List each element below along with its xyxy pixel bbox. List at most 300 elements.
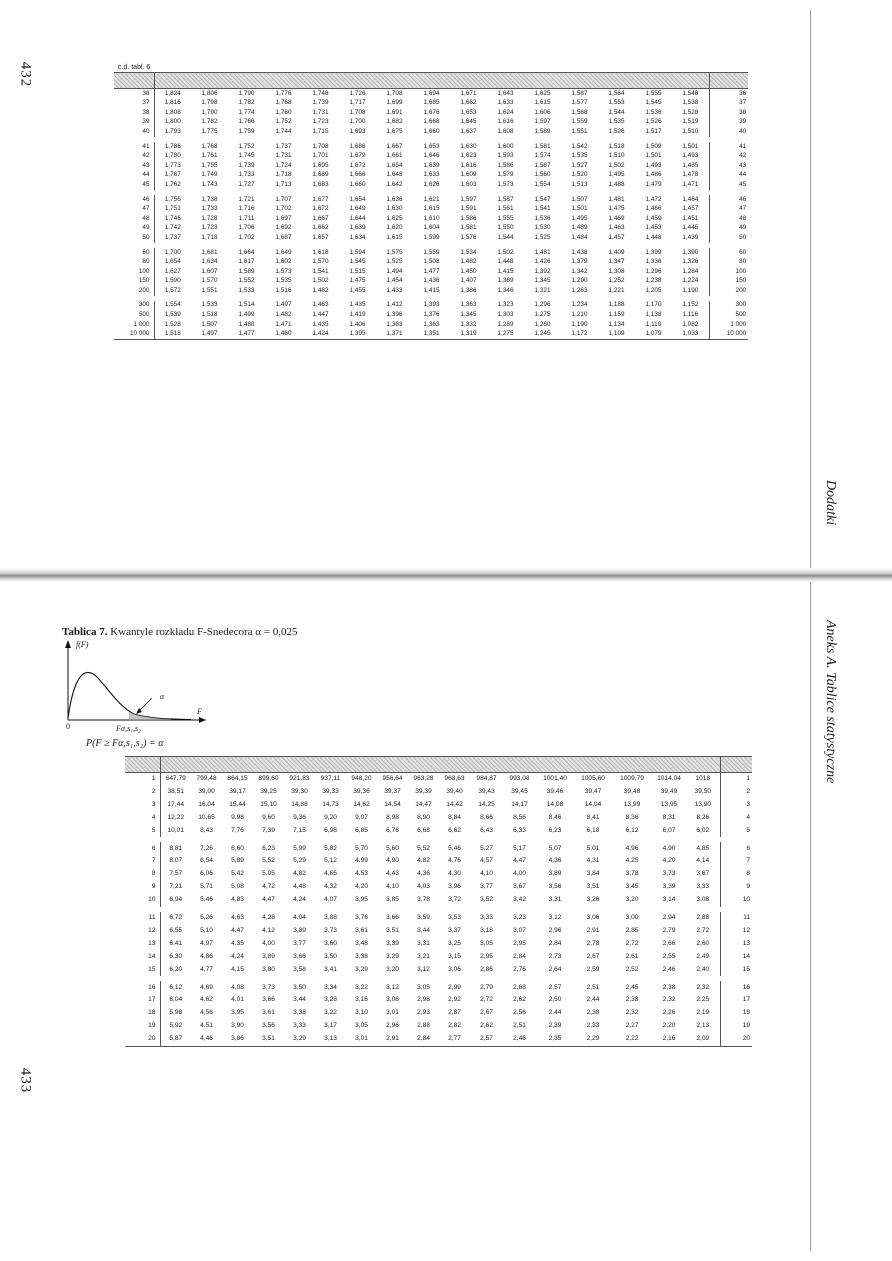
table7-cell: 2,84 <box>513 952 526 960</box>
table7-cell: 39,45 <box>511 788 528 796</box>
table7-cell: 2,78 <box>586 939 600 947</box>
table6-cell: 1,172 <box>561 330 598 340</box>
table7-cell: 4,32 <box>324 883 337 891</box>
table6-cell: 1,545 <box>349 258 366 266</box>
table7-cell: 39,17 <box>229 788 246 796</box>
table7-row-label-right: 20 <box>720 1033 752 1046</box>
table7-cell: 3,61 <box>355 926 368 934</box>
table7-cell: 3,51 <box>253 1033 284 1046</box>
table6-cell: 1,469 <box>608 214 625 222</box>
table7-cell: 7,39 <box>262 826 275 834</box>
table7-cell: 8,84 <box>448 813 461 821</box>
table7-cell: 984,87 <box>476 775 497 783</box>
table6-cell: 1,677 <box>312 195 329 203</box>
table7-cell: 2,87 <box>448 1009 461 1017</box>
table7-cell: 3,86 <box>222 1033 253 1046</box>
table7-cell: 39,43 <box>478 788 495 796</box>
table7-row-label-right: 14 <box>720 951 752 964</box>
table6-cell: 1,575 <box>386 248 403 256</box>
table6-cell: 1,668 <box>423 118 440 126</box>
table7-cell: 3,15 <box>448 952 461 960</box>
table6-cell: 1,798 <box>201 99 218 107</box>
table6-cell: 1,808 <box>164 108 181 116</box>
table6-cell: 1,615 <box>423 205 440 213</box>
table6-cell: 1,321 <box>534 286 551 294</box>
table6-row-label-right: 46 <box>709 195 748 205</box>
table6-cell: 1,718 <box>201 233 218 241</box>
table6-cell: 1,516 <box>275 286 292 294</box>
table6-cell: 1,634 <box>201 258 218 266</box>
table6-cell: 1,502 <box>312 277 329 285</box>
table7-cell: 2,32 <box>696 983 710 991</box>
table6-cell: 1,488 <box>238 320 255 328</box>
table6-cell: 1,654 <box>349 195 366 203</box>
table7-cell: 2,50 <box>548 996 562 1004</box>
table7-cell: 2,82 <box>448 1022 461 1030</box>
figure-alpha-label: α <box>160 692 165 701</box>
table6-cell: 1,654 <box>386 161 403 169</box>
table7-cell: 3,59 <box>417 914 430 922</box>
table7-cell: 5,52 <box>262 857 275 865</box>
table6-cell: 1,547 <box>534 195 551 203</box>
table6-row-label: 37 <box>114 99 154 109</box>
table7-cell: 4,24 <box>231 952 244 960</box>
table7-cell: 14,88 <box>291 800 308 808</box>
table6-cell: 1,459 <box>645 214 662 222</box>
table6-cell: 1,692 <box>275 224 292 232</box>
table6-cell: 1,290 <box>571 277 588 285</box>
table7-cell: 39,46 <box>546 788 564 796</box>
table7-cell: 3,37 <box>448 926 461 934</box>
table7-cell: 4,57 <box>480 857 493 865</box>
table7-cell: 39,30 <box>291 788 308 796</box>
table6-cell: 1,694 <box>423 89 440 97</box>
table7-cell: 4,82 <box>417 857 430 865</box>
table6-cell: 1,702 <box>275 205 292 213</box>
table6-row <box>114 330 748 340</box>
table6-row-label: 60 <box>114 248 154 258</box>
table6-cell: 1,574 <box>534 152 551 160</box>
table7-cell: 3,44 <box>293 996 306 1004</box>
table7-cell: 39,25 <box>260 788 277 796</box>
table6-cell: 1,399 <box>645 248 662 256</box>
table6-cell: 1,762 <box>164 180 181 188</box>
table6-cell: 1,345 <box>534 277 551 285</box>
table7-row <box>125 855 752 868</box>
table7-cell: 864,15 <box>227 775 248 783</box>
table7-cell: 4,01 <box>231 996 244 1004</box>
table7-cell: 799,48 <box>196 775 217 783</box>
table7-cell: 1014,04 <box>657 775 681 783</box>
table6-cell: 1,616 <box>460 161 477 169</box>
table6-cell: 1,336 <box>645 258 662 266</box>
table7-cell: 921,83 <box>289 775 310 783</box>
table6-cell: 1,559 <box>571 118 588 126</box>
table6-row-label: 39 <box>114 118 154 128</box>
table7-cell: 7,57 <box>169 870 183 878</box>
figure-y-label: f(F) <box>76 640 89 649</box>
table6-cell: 1,542 <box>571 142 588 150</box>
table6-cell: 1,514 <box>238 301 255 309</box>
table6-cell: 1,152 <box>682 301 699 309</box>
table6-row-label-right: 48 <box>709 214 748 224</box>
table7-cell: 993,08 <box>509 775 530 783</box>
table6-cell: 1,525 <box>534 233 551 241</box>
table7-cell: 4,20 <box>662 857 676 865</box>
table6-cell: 1,510 <box>682 127 699 135</box>
table7-cell: 2,60 <box>696 939 710 947</box>
table7-cell: 5,10 <box>200 926 213 934</box>
table7-cell: 2,32 <box>662 996 676 1004</box>
table7-row <box>125 1007 752 1020</box>
table6-cell: 1,738 <box>201 195 218 203</box>
figure-x-label: F <box>197 707 202 716</box>
table6-cell: 1,597 <box>460 195 477 203</box>
table6-cell: 1,464 <box>682 195 699 203</box>
table7-cell: 3,89 <box>293 926 306 934</box>
table7-cell: 8,31 <box>662 813 676 821</box>
table6-cell: 1,748 <box>312 89 329 97</box>
table7-cell: 3,78 <box>417 896 430 904</box>
table7-cell: 6,02 <box>696 826 710 834</box>
table7-cell: 3,80 <box>262 965 275 973</box>
table7-cell: 6,76 <box>386 826 399 834</box>
table7-cell: 3,89 <box>262 952 275 960</box>
table6-cell: 1,457 <box>608 233 625 241</box>
table6-cell: 1,637 <box>460 127 477 135</box>
table6-cell: 1,711 <box>238 214 255 222</box>
table7-cell: 2,91 <box>586 926 600 934</box>
table7-cell: 3,23 <box>513 914 526 922</box>
table6-row-label-right: 37 <box>709 99 748 109</box>
table6-cell: 1,502 <box>497 248 514 256</box>
table7-cell: 2,57 <box>470 1033 503 1046</box>
table6-cell: 1,646 <box>423 152 440 160</box>
table6-cell: 1,509 <box>645 142 662 150</box>
figure-origin-label: 0 <box>66 722 70 731</box>
table7-cell: 2,72 <box>480 996 493 1004</box>
table6-cell: 1,587 <box>571 89 588 97</box>
table7-cell: 39,50 <box>694 788 712 796</box>
table7-cell: 39,40 <box>446 788 463 796</box>
table7-cell: 2,39 <box>548 1022 562 1030</box>
table6-row-label-right: 100 <box>709 267 748 277</box>
table6-cell: 1,645 <box>460 118 477 126</box>
table7-row <box>125 1033 752 1046</box>
table6-cell: 1,782 <box>238 99 255 107</box>
table7-cell: 8,90 <box>417 813 430 821</box>
table6-cell: 1,438 <box>571 248 588 256</box>
table6-cell: 1,541 <box>312 267 329 275</box>
table6-row <box>114 108 748 118</box>
table7-cell: 2,46 <box>503 1033 536 1046</box>
table6-cell: 1,733 <box>238 171 255 179</box>
table7-cell: 3,84 <box>586 870 600 878</box>
table7-cell: 4,90 <box>386 857 399 865</box>
table6-cell: 1,599 <box>423 233 440 241</box>
table6-cell: 1,386 <box>460 286 477 294</box>
table7-cell: 956,64 <box>382 775 403 783</box>
table7-cell: 4,20 <box>355 883 368 891</box>
table7-row-label: 5 <box>125 825 160 838</box>
table7-cell: 8,66 <box>480 813 493 821</box>
table7-cell: 2,57 <box>548 983 562 991</box>
table7-cell: 3,50 <box>293 983 306 991</box>
table6-cell: 1,621 <box>423 195 440 203</box>
table7-cell: 4,51 <box>200 1022 213 1030</box>
table6-cell: 1,618 <box>312 248 329 256</box>
table6-cell: 1,407 <box>460 277 477 285</box>
table6-row <box>114 286 748 296</box>
table6-cell: 1,406 <box>349 320 366 328</box>
table6-cell: 1,472 <box>645 195 662 203</box>
table7-row-label: 18 <box>125 1007 160 1020</box>
table6-cell: 1,555 <box>497 214 514 222</box>
table7-row-label-right: 16 <box>720 981 752 994</box>
table7-cell: 2,98 <box>417 996 430 1004</box>
table6-cell: 1,478 <box>682 171 699 179</box>
table7-row-label: 6 <box>125 842 160 855</box>
table6-cell: 1,495 <box>571 214 588 222</box>
table7-cell: 4,14 <box>696 857 710 865</box>
table6-cell: 1,284 <box>682 267 699 275</box>
table7-cell: 4,85 <box>696 844 710 852</box>
table6-cell: 1,600 <box>497 142 514 150</box>
table7-cell: 14,25 <box>478 800 495 808</box>
table6-cell: 1,824 <box>164 89 181 97</box>
table6-cell: 1,551 <box>571 127 588 135</box>
table7-cell: 3,05 <box>417 983 430 991</box>
table6-cell: 1,289 <box>497 320 514 328</box>
table6-cell: 1,369 <box>497 277 514 285</box>
table7-cell: 4,04 <box>293 914 306 922</box>
table6-cell: 1,486 <box>645 171 662 179</box>
table7-cell: 5,01 <box>586 844 600 852</box>
table7-cell: 1009,79 <box>620 775 644 783</box>
table7-cell: 6,23 <box>262 844 275 852</box>
table7-cell: 4,97 <box>200 939 213 947</box>
table7-row-label-right: 18 <box>720 1007 752 1020</box>
table6-cell: 1,245 <box>524 330 561 340</box>
table7-cell: 6,18 <box>586 826 600 834</box>
table7-row <box>125 925 752 938</box>
table6-cell: 1,786 <box>164 142 181 150</box>
table6-cell: 1,533 <box>201 301 218 309</box>
table6-row-label-right: 43 <box>709 161 748 171</box>
table6-cell: 1,541 <box>534 205 551 213</box>
table7-cell: 3,12 <box>417 965 430 973</box>
table7-cell: 2,27 <box>625 1022 639 1030</box>
table7-cell: 4,47 <box>262 896 275 904</box>
table6-cell: 1,739 <box>238 161 255 169</box>
table6-cell: 1,457 <box>682 205 699 213</box>
table7-cell: 6,33 <box>513 826 526 834</box>
table6-cell: 1,455 <box>349 286 366 294</box>
table6-row-label: 300 <box>114 301 154 311</box>
table7-cell: 2,32 <box>625 1009 639 1017</box>
table7-cell: 2,72 <box>625 939 639 947</box>
table6-row-label: 43 <box>114 161 154 171</box>
table6-cell: 1,527 <box>571 161 588 169</box>
table6-cell: 1,510 <box>608 152 625 160</box>
table7-cell: 3,06 <box>386 996 399 1004</box>
table6-cell: 1,554 <box>534 180 551 188</box>
table7-row <box>125 842 752 855</box>
table6-cell: 1,790 <box>201 108 218 116</box>
table7-row-label-right: 4 <box>720 812 752 825</box>
table6 <box>114 72 748 340</box>
table6-row-label-right: 80 <box>709 258 748 268</box>
table7-cell: 5,89 <box>231 857 244 865</box>
table6-row-label-right: 38 <box>709 108 748 118</box>
table6-cell: 1,570 <box>201 277 218 285</box>
table7-cell: 3,39 <box>386 939 399 947</box>
table6-cell: 1,751 <box>164 205 181 213</box>
table6-cell: 1,530 <box>534 224 551 232</box>
table6-cell: 1,393 <box>423 301 440 309</box>
table7-cell: 14,42 <box>446 800 463 808</box>
table6-cell: 1,697 <box>275 214 292 222</box>
table7-cell: 3,14 <box>662 896 676 904</box>
table7-row-label: 19 <box>125 1020 160 1033</box>
table6-row-label-right: 1 000 <box>709 320 748 330</box>
table6-cell: 1,708 <box>386 89 403 97</box>
table6-header-band <box>154 73 709 89</box>
table6-cell: 1,424 <box>302 330 339 340</box>
table6-cell: 1,435 <box>312 320 329 328</box>
table7-cell: 3,12 <box>548 914 562 922</box>
table7-cell: 2,85 <box>625 926 639 934</box>
table7-cell: 14,04 <box>584 800 602 808</box>
table7-cell: 2,35 <box>536 1033 574 1046</box>
table7-cell: 2,88 <box>696 914 710 922</box>
table6-cell: 1,475 <box>608 205 625 213</box>
table6-row-label: 44 <box>114 171 154 181</box>
table7-cell: 6,62 <box>448 826 461 834</box>
table7-cell: 4,72 <box>262 883 275 891</box>
table6-cell: 1,615 <box>534 99 551 107</box>
table6-cell: 1,447 <box>312 311 329 319</box>
table7-cell: 2,73 <box>548 952 562 960</box>
table6-cell: 1,707 <box>275 195 292 203</box>
table7-row-label-right: 6 <box>720 842 752 855</box>
table6-row-label: 47 <box>114 205 154 215</box>
table7-cell: 2,62 <box>513 996 526 1004</box>
table6-cell: 1,760 <box>275 108 292 116</box>
table7-cell: 5,70 <box>355 844 368 852</box>
table7-cell: 6,41 <box>169 939 183 947</box>
table6-cell: 1,723 <box>201 224 218 232</box>
table6-cell: 1,695 <box>312 161 329 169</box>
table6-cell: 1,630 <box>386 205 403 213</box>
table6-cell: 1,501 <box>571 205 588 213</box>
table6-cell: 1,308 <box>608 267 625 275</box>
table7-cell: 4,63 <box>231 914 244 922</box>
table6-cell: 1,564 <box>608 89 625 97</box>
table7-caption-text: Kwantyle rozkładu F-Snedecora α = 0,025 <box>107 626 298 638</box>
table6-row-label-right: 200 <box>709 286 748 296</box>
table7-cell: 4,53 <box>355 870 368 878</box>
table6-cell: 1,693 <box>349 127 366 135</box>
table7-cell: 3,17 <box>324 1022 337 1030</box>
table7-cell: 4,77 <box>200 965 213 973</box>
table6-row <box>114 180 748 190</box>
table7-row <box>125 786 752 799</box>
table7-row-label-right: 11 <box>720 912 752 925</box>
table6-row-label-right: 47 <box>709 205 748 215</box>
table7-cell: 9,07 <box>355 813 368 821</box>
table7-row-label: 15 <box>125 963 160 976</box>
table7-row <box>125 994 752 1007</box>
table7-cell: 3,06 <box>448 965 461 973</box>
table7-row-label: 9 <box>125 881 160 894</box>
table6-cell: 1,489 <box>571 224 588 232</box>
table6-cell: 1,776 <box>275 89 292 97</box>
table6-row-label: 80 <box>114 258 154 268</box>
table6-cell: 1,520 <box>571 171 588 179</box>
table7-row-label-right: 7 <box>720 855 752 868</box>
table6-cell: 1,586 <box>497 161 514 169</box>
table7-row-label-right: 19 <box>720 1020 752 1033</box>
table7-cell: 6,06 <box>200 870 213 878</box>
table7-cell: 3,44 <box>417 926 430 934</box>
table7-cell: 2,96 <box>386 1022 399 1030</box>
table7-row <box>125 894 752 907</box>
table7-header <box>125 757 752 773</box>
table6-cell: 1,623 <box>460 152 477 160</box>
table7-cell: 2,93 <box>417 1009 430 1017</box>
table7-row-label: 20 <box>125 1033 160 1046</box>
table7-cell: 16,04 <box>198 800 215 808</box>
table6-cell: 1,616 <box>497 118 514 126</box>
table6-cell: 1,535 <box>608 118 625 126</box>
table6-cell: 1,296 <box>534 301 551 309</box>
table6-cell: 1,323 <box>497 301 514 309</box>
table7-cell: 7,21 <box>169 883 183 891</box>
table6-cell: 1,445 <box>682 224 699 232</box>
table7-cell: 4,69 <box>200 983 213 991</box>
table6-cell: 1,345 <box>460 311 477 319</box>
table7-header-corner-right <box>720 757 752 773</box>
table6-cell: 1,755 <box>201 161 218 169</box>
table7-cell: 3,05 <box>355 1022 368 1030</box>
table7-cell: 3,13 <box>315 1033 346 1046</box>
table7-cell: 2,96 <box>548 926 562 934</box>
table6-cell: 1,363 <box>423 320 440 328</box>
table6-cell: 1,610 <box>423 214 440 222</box>
table6-cell: 1,761 <box>201 152 218 160</box>
table6-cell: 1,570 <box>312 258 329 266</box>
table6-cell: 1,342 <box>571 267 588 275</box>
table7-cell: 5,05 <box>262 870 275 878</box>
table7-cell: 5,98 <box>169 1009 183 1017</box>
table6-cell: 1,526 <box>645 118 662 126</box>
table7-cell: 4,43 <box>386 870 399 878</box>
table6-cell: 1,508 <box>423 258 440 266</box>
table7-cell: 39,47 <box>584 788 602 796</box>
table6-cell: 1,728 <box>201 214 218 222</box>
table7-cell: 3,67 <box>513 883 526 891</box>
table6-cell: 1,727 <box>238 180 255 188</box>
table6-cell: 1,604 <box>423 224 440 232</box>
table6-cell: 1,800 <box>164 118 181 126</box>
table6-cell: 1,660 <box>349 180 366 188</box>
table6-cell: 1,737 <box>275 142 292 150</box>
table7-cell: 3,18 <box>480 926 493 934</box>
table7-cell: 4,30 <box>448 870 461 878</box>
table7-cell: 2,68 <box>513 983 526 991</box>
table7-cell: 1018 <box>695 775 711 783</box>
